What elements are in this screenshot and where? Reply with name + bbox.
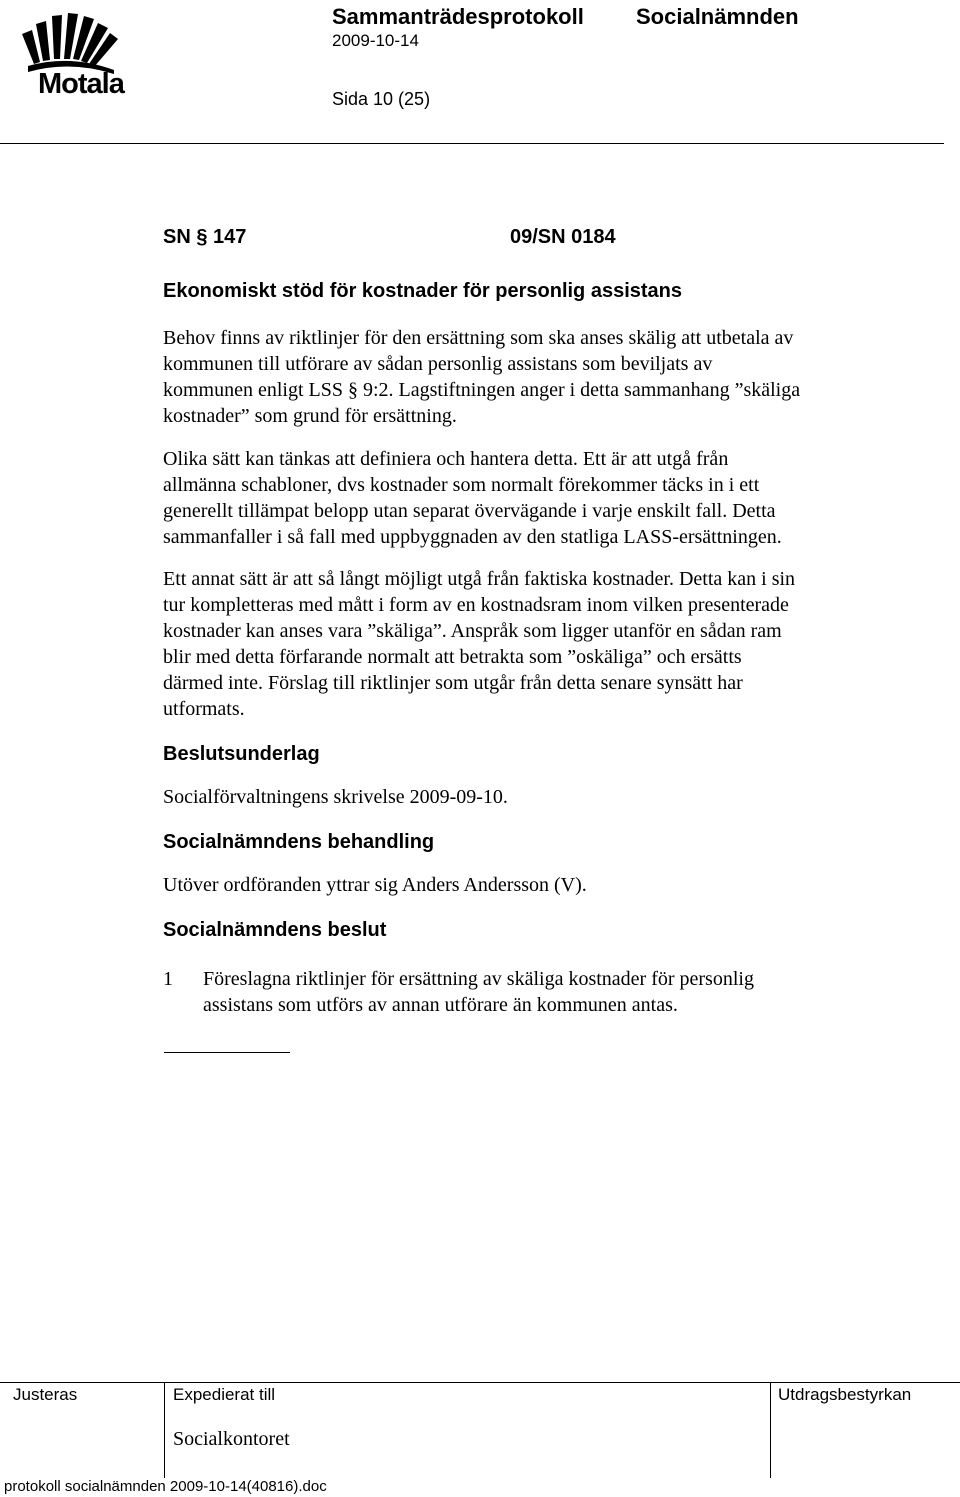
footer-divider <box>0 1382 960 1383</box>
section-heading-behandling: Socialnämndens behandling <box>163 831 435 853</box>
text-line: kostnader” som grund för ersättning. <box>163 405 457 427</box>
meeting-date: 2009-10-14 <box>332 31 419 50</box>
footer-column-divider <box>164 1382 165 1478</box>
text-line: Olika sätt kan tänkas att definiera och hantera detta. Ett är att utgå från <box>163 448 729 470</box>
footer-label-justeras: Justeras <box>13 1385 78 1404</box>
text-line: tur kompletteras med mått i form av en kostnadsram inom vilken presenterade <box>163 594 789 616</box>
motala-logo <box>10 4 128 104</box>
case-title: Ekonomiskt stöd för kostnader för personlig assistans <box>163 280 683 302</box>
text-line: kostnader kan anses vara ”skäliga”. Anspråk som ligger utanför en sådan ram <box>163 620 782 642</box>
case-number: SN § 147 <box>163 226 247 248</box>
footer-filename: protokoll socialnämnden 2009-10-14(40816).doc <box>4 1478 327 1495</box>
behandling-text: Utöver ordföranden yttrar sig Anders Andersson (V). <box>163 874 587 896</box>
registration-number: 09/SN 0184 <box>510 226 616 248</box>
beslutsunderlag-text: Socialförvaltningens skrivelse 2009-09-10. <box>163 786 508 808</box>
header-divider <box>0 143 944 144</box>
document-type: Sammanträdesprotokoll <box>332 4 584 29</box>
footer-label-utdragsbestyrkan: Utdragsbestyrkan <box>778 1385 912 1404</box>
text-line: kommunen till utförare av sådan personlig assistans som beviljats av <box>163 353 713 375</box>
text-line: Ett annat sätt är att så långt möjligt utgå från faktiska kostnader. Detta kan i sin <box>163 568 796 590</box>
text-line: generellt tillämpat belopp utan separat övervägande i varje enskilt fall. Detta <box>163 500 776 522</box>
decision-number: 1 <box>163 968 173 990</box>
text-line: blir med detta förfarande normalt att betrakta som ”oskäliga” och ersätts <box>163 646 742 668</box>
footer-label-expedierat: Expedierat till <box>173 1385 276 1404</box>
paragraph-background <box>163 325 800 429</box>
paragraph-alternative-one <box>163 446 782 550</box>
footer-recipient: Socialkontoret <box>173 1428 290 1450</box>
section-heading-beslut: Socialnämndens beslut <box>163 919 387 941</box>
text-line: Föreslagna riktlinjer för ersättning av skäliga kostnader för personlig <box>203 968 754 990</box>
department-name: Socialnämnden <box>636 4 799 29</box>
end-rule <box>164 1052 290 1053</box>
section-heading-beslutsunderlag: Beslutsunderlag <box>163 743 320 765</box>
paragraph-alternative-two <box>163 566 795 722</box>
page-number: Sida 10 (25) <box>332 89 431 109</box>
text-line: assistans som utförs av annan utförare än kommunen antas. <box>203 994 678 1016</box>
text-line: allmänna schabloner, dvs kostnader som normalt förekommer täcks in i ett <box>163 474 760 496</box>
text-line: kommunen enligt LSS § 9:2. Lagstiftningen anger i detta sammanhang ”skäliga <box>163 379 801 401</box>
footer-column-divider <box>770 1382 771 1478</box>
decision-text <box>203 966 754 1018</box>
text-line: utformats. <box>163 698 245 720</box>
text-line: sammanfaller i så fall med uppbyggnaden av den statliga LASS-ersättningen. <box>163 526 782 548</box>
text-line: Behov finns av riktlinjer för den ersättning som ska anses skälig att utbetala av <box>163 327 794 349</box>
logo-wordmark: Motala <box>38 68 124 100</box>
text-line: därmed inte. Förslag till riktlinjer som utgår från detta senare synsätt har <box>163 672 743 694</box>
